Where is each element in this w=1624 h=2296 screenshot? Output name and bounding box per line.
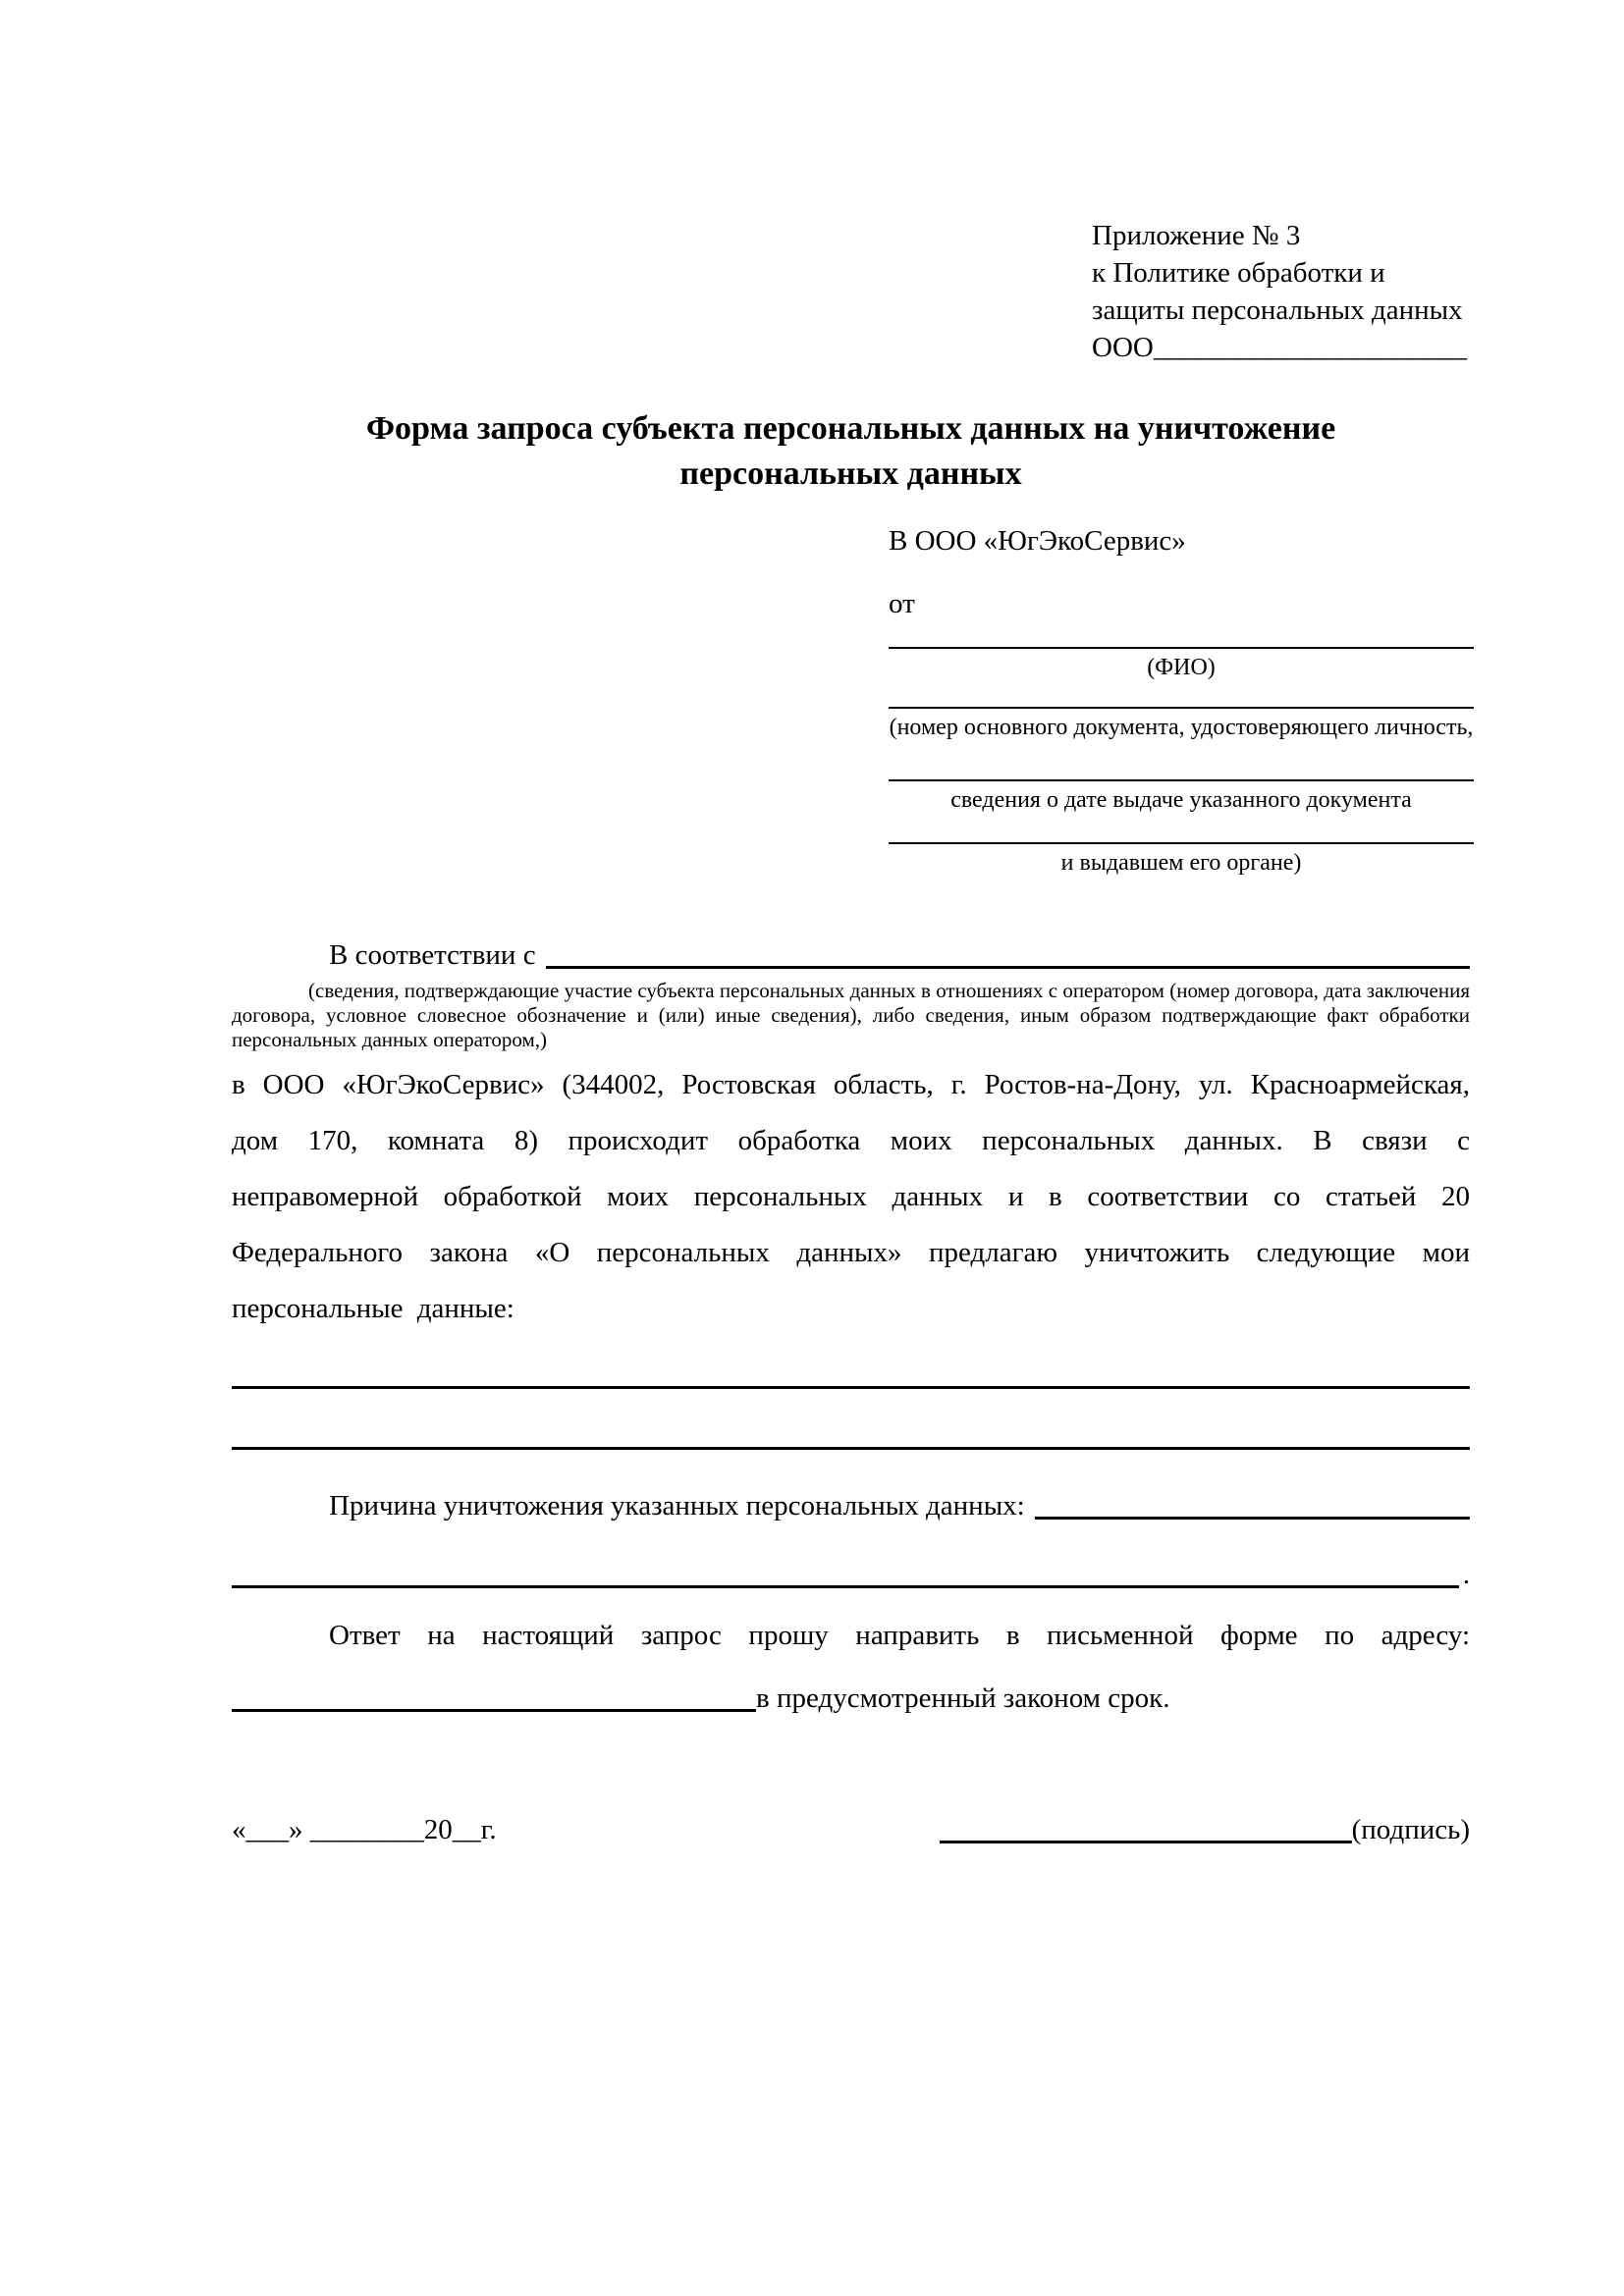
document-number-fill-line <box>889 707 1474 709</box>
issuing-authority-caption: и выдавшем его органе) <box>1060 850 1302 876</box>
issuing-authority-fill-line <box>889 842 1474 844</box>
reason-fill-line <box>1035 1517 1470 1520</box>
addressee-to: В ООО «ЮгЭкоСервис» <box>889 525 1186 557</box>
issuing-authority-field <box>889 842 1474 878</box>
issue-date-fill-line <box>889 779 1474 781</box>
fio-field <box>889 647 1474 682</box>
appendix-line-company-blank: ООО______________________ <box>1092 332 1467 363</box>
date-blank: «___» ________20__г. <box>232 1814 497 1845</box>
personal-data-fill-line-1 <box>232 1386 1470 1389</box>
signature-row <box>232 1811 1470 1848</box>
fio-caption: (ФИО) <box>1147 655 1216 680</box>
accordance-fill-line <box>546 966 1470 969</box>
reason-continuation-row <box>232 1556 1470 1593</box>
issue-date-caption: сведения о дате выдаче указанного документа <box>950 787 1412 813</box>
address-row <box>232 1680 1470 1717</box>
appendix-block <box>1092 0 1470 366</box>
address-fill-line <box>232 1709 756 1712</box>
reason-row <box>232 1487 1470 1524</box>
appendix-line: защиты персональных данных <box>1092 294 1463 326</box>
signature-fill-line <box>940 1841 1352 1843</box>
document-title: Форма запроса субъекта персональных данных на уничтожение персональных данных <box>365 410 1336 492</box>
accordance-row <box>232 936 1470 974</box>
answer-tail: в предусмотренный законом срок. <box>756 1682 1170 1714</box>
signature-caption: (подпись) <box>1351 1814 1470 1845</box>
appendix-line: Приложение № 3 <box>1092 220 1301 251</box>
personal-data-fill-line-2 <box>232 1447 1470 1450</box>
addressee-block <box>889 522 1474 878</box>
document-number-field <box>889 707 1474 742</box>
addressee-from-label: от <box>889 588 915 619</box>
document-number-caption: (номер основного документа, удостоверяющего личность, <box>889 715 1474 740</box>
body-paragraph: в ООО «ЮгЭкоСервис» (344002, Ростовская область, г. Ростов-на-Дону, ул. Красноармейская, дом 170, комната 8) происходит обработка моих персональных данных. В связи с неправомерной обработкой моих персональных данных и в соответствии со статьей 20 Федерального закона «О персональных данных» предлагаю уничтожить следующие мои персональные данные: <box>232 1069 1470 1324</box>
reason-label: Причина уничтожения указанных персональных данных: <box>329 1490 1025 1522</box>
signature-block <box>940 1811 1470 1848</box>
accordance-lead: В соответствии с <box>329 939 536 971</box>
fio-fill-line <box>889 647 1474 649</box>
accordance-note: (сведения, подтверждающие участие субъекта персональных данных в отношениях с оператором (номер договора, дата заключения договора, условное словесное обозначение и (или) иные сведения), либо сведения, иным образом подтверждающие факт обработки персональных данных оператором,) <box>232 979 1470 1051</box>
reason-period: . <box>1462 1559 1470 1590</box>
issue-date-field <box>889 779 1474 815</box>
answer-paragraph: Ответ на настоящий запрос прошу направить в письменной форме по адресу: <box>329 1620 1470 1651</box>
reason-fill-line-2 <box>232 1585 1459 1588</box>
appendix-line: к Политике обработки и <box>1092 257 1385 289</box>
